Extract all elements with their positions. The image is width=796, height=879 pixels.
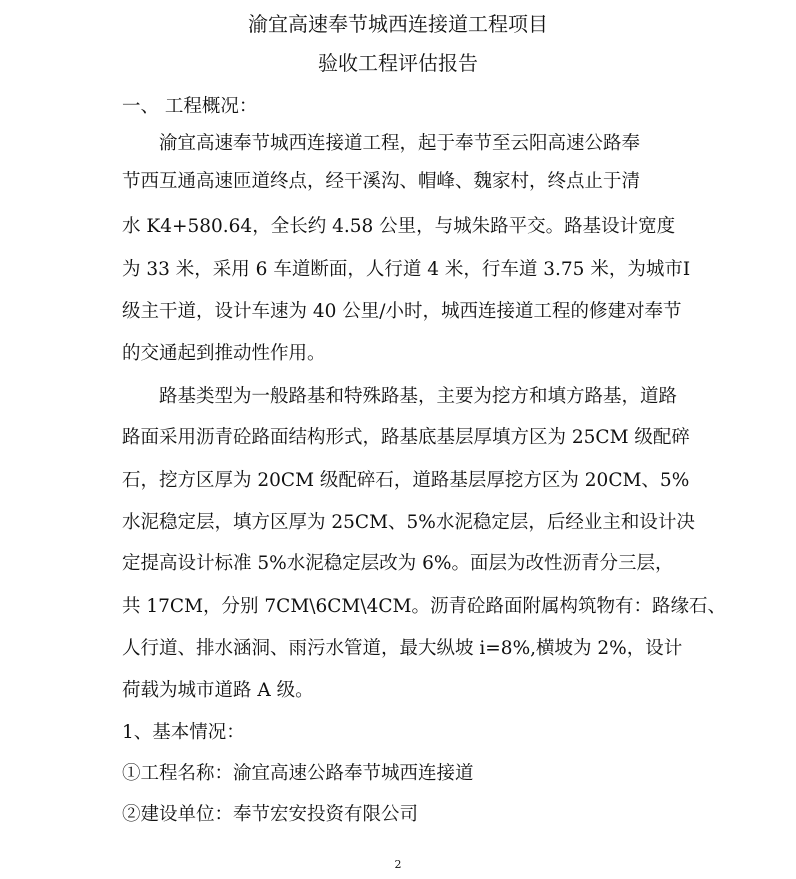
paragraph-line: 水泥稳定层，填方区厚为 25CM、5%水泥稳定层，后经业主和设计决	[122, 512, 695, 533]
paragraph-line: 人行道、排水涵洞、雨污水管道，最大纵坡 i=8%,横坡为 2%，设计	[122, 638, 683, 659]
paragraph-line: 石，挖方区厚为 20CM 级配碎石，道路基层厚挖方区为 20CM、5%	[122, 470, 690, 491]
page-number: 2	[394, 858, 402, 871]
paragraph-line: 渝宜高速奉节城西连接道工程，起于奉节至云阳高速公路奉	[159, 133, 641, 154]
document-title: 渝宜高速奉节城西连接道工程项目	[248, 12, 548, 36]
paragraph-line: 节西互通高速匝道终点，经干溪沟、帽峰、魏家村，终点止于清	[122, 171, 641, 192]
paragraph-line: 级主干道，设计车速为 40 公里/小时，城西连接道工程的修建对奉节	[122, 301, 682, 322]
sub-heading: 1、基本情况：	[122, 722, 245, 743]
paragraph-line: 水 K4+580.64，全长约 4.58 公里，与城朱路平交。路基设计宽度	[122, 216, 676, 237]
info-item-project-name: ①工程名称：渝宜高速公路奉节城西连接道	[122, 763, 474, 784]
document-subtitle: 验收工程评估报告	[318, 51, 478, 75]
paragraph-line: 路面采用沥青砼路面结构形式，路基底基层厚填方区为 25CM 级配碎	[122, 427, 690, 448]
section-heading: 一、 工程概况：	[122, 96, 258, 117]
paragraph-line: 荷载为城市道路 A 级。	[122, 680, 314, 701]
paragraph-line: 共 17CM，分别 7CM\6CM\4CM。沥青砼路面附属构筑物有：路缘石、	[122, 596, 726, 617]
paragraph-line: 路基类型为一般路基和特殊路基，主要为挖方和填方路基，道路	[159, 386, 678, 407]
paragraph-line: 的交通起到推动性作用。	[122, 343, 326, 364]
paragraph-line: 为 33 米，采用 6 车道断面，人行道 4 米，行车道 3.75 米，为城市Ⅰ	[122, 259, 691, 280]
paragraph-line: 定提高设计标准 5%水泥稳定层改为 6%。面层为改性沥青分三层，	[122, 553, 674, 574]
info-item-construction-unit: ②建设单位：奉节宏安投资有限公司	[122, 804, 419, 825]
